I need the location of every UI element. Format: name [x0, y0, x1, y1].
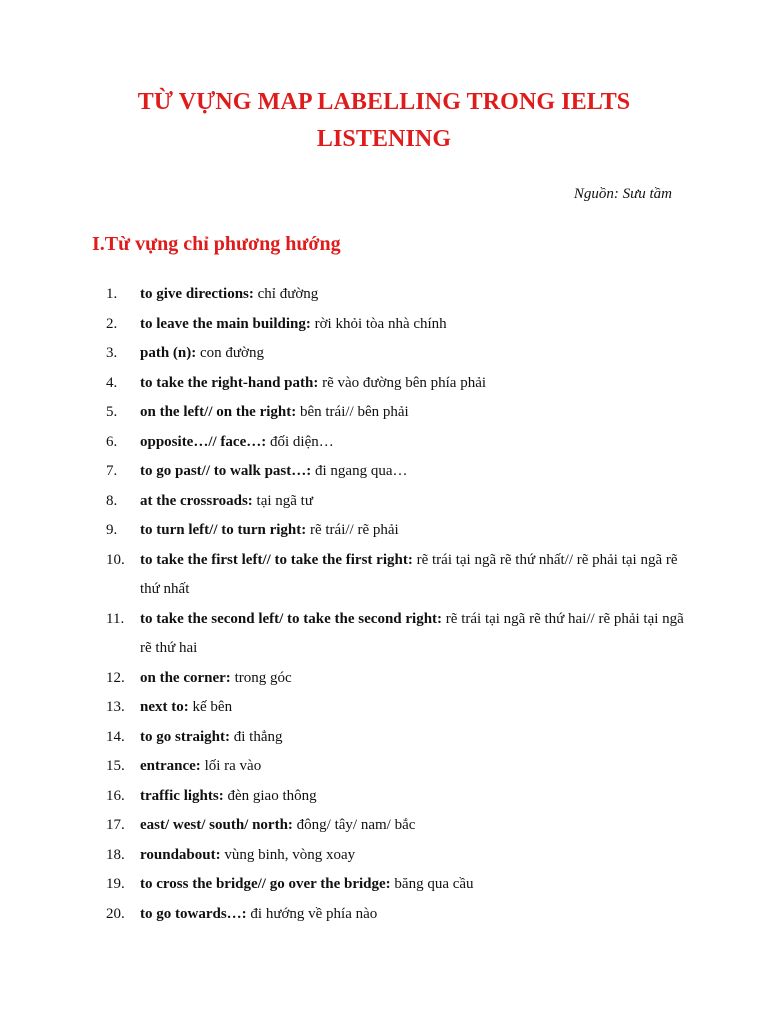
item-meaning: lối ra vào — [200, 758, 262, 774]
item-number: 3. — [106, 345, 118, 361]
item-number: 19. — [106, 876, 125, 892]
list-item — [106, 693, 686, 723]
item-term: path (n): — [140, 345, 197, 361]
item-term: east/ west/ south/ north: — [140, 817, 293, 833]
item-term: next to: — [140, 699, 189, 715]
item-number: 14. — [106, 728, 125, 745]
item-number: 5. — [106, 404, 118, 420]
item-number: 2. — [106, 315, 118, 332]
list-item — [106, 398, 686, 428]
source-credit: Nguồn: Sưu tầm — [573, 186, 672, 202]
item-number: 16. — [106, 787, 125, 804]
item-meaning: băng qua cầu — [390, 876, 474, 892]
list-item — [106, 782, 686, 812]
title-line-1: TỪ VỰNG MAP LABELLING TRONG IELTS — [137, 89, 631, 115]
item-meaning: rẽ trái tại ngã rẽ thứ hai// rẽ phải tại ngã rẽ thứ hai — [140, 610, 684, 656]
item-meaning: trong góc — [230, 669, 292, 686]
item-term: on the left// on the right: — [140, 404, 297, 420]
item-number: 4. — [106, 374, 118, 391]
item-term: entrance: — [140, 758, 201, 774]
item-term: opposite…// face…: — [140, 433, 267, 450]
item-meaning: bên trái// bên phải — [296, 404, 409, 420]
item-number: 6. — [106, 433, 118, 450]
item-number: 15. — [106, 758, 125, 774]
list-item — [106, 280, 686, 310]
list-item — [106, 605, 686, 664]
list-item — [106, 752, 686, 782]
item-meaning: đối diện… — [266, 433, 334, 450]
item-term: to go past// to walk past…: — [140, 463, 312, 479]
item-meaning: vùng binh, vòng xoay — [220, 846, 356, 863]
item-number: 7. — [106, 463, 118, 479]
list-item — [106, 339, 686, 369]
item-number: 20. — [106, 905, 125, 922]
item-term: to take the first left// to take the first right: — [140, 551, 413, 568]
item-term: traffic lights: — [140, 787, 224, 804]
item-meaning: đi ngang qua… — [311, 463, 408, 479]
item-term: to take the second left/ to take the second right: — [140, 610, 443, 627]
item-meaning: chỉ đường — [253, 286, 319, 302]
item-meaning: con đường — [196, 345, 264, 361]
list-item — [106, 811, 686, 841]
item-term: to cross the bridge// go over the bridge: — [140, 876, 391, 892]
list-item — [106, 664, 686, 694]
vocabulary-list — [106, 280, 686, 929]
title-line-2: LISTENING — [316, 126, 452, 152]
item-term: to turn left// to turn right: — [140, 522, 307, 538]
item-meaning: đông/ tây/ nam/ bắc — [292, 817, 416, 833]
item-meaning: kế bên — [188, 699, 233, 715]
item-number: 17. — [106, 817, 125, 833]
item-term: at the crossroads: — [140, 492, 253, 509]
item-number: 8. — [106, 492, 118, 509]
item-number: 9. — [106, 522, 118, 538]
item-meaning: đi thẳng — [230, 728, 283, 745]
item-term: to go straight: — [140, 728, 230, 745]
list-item — [106, 428, 686, 458]
item-term: to take the right-hand path: — [140, 374, 319, 391]
list-item — [106, 870, 686, 900]
item-term: on the corner: — [140, 669, 231, 686]
item-number: 11. — [106, 610, 125, 627]
list-item — [106, 900, 686, 930]
list-item — [106, 310, 686, 340]
item-term: to go towards…: — [140, 905, 247, 922]
list-item — [106, 457, 686, 487]
list-item — [106, 516, 686, 546]
list-item — [106, 723, 686, 753]
item-meaning: tại ngã tư — [252, 492, 313, 509]
item-meaning: rời khỏi tòa nhà chính — [310, 315, 447, 332]
item-meaning: đèn giao thông — [223, 787, 317, 804]
item-number: 10. — [106, 551, 125, 568]
item-meaning: đi hướng về phía nào — [246, 905, 378, 922]
item-number: 18. — [106, 846, 125, 863]
list-item — [106, 546, 686, 605]
item-number: 12. — [106, 669, 125, 686]
list-item — [106, 369, 686, 399]
document-title — [84, 84, 684, 158]
item-term: to leave the main building: — [140, 315, 311, 332]
item-term: roundabout: — [140, 846, 221, 863]
list-item — [106, 841, 686, 871]
section-heading: I.Từ vựng chỉ phương hướng — [92, 233, 341, 255]
item-number: 13. — [106, 699, 125, 715]
item-meaning: rẽ trái tại ngã rẽ thứ nhất// rẽ phải tại ngã rẽ thứ nhất — [140, 551, 678, 597]
item-number: 1. — [106, 286, 118, 302]
item-meaning: rẽ trái// rẽ phải — [306, 522, 399, 538]
item-term: to give directions: — [140, 286, 254, 302]
item-meaning: rẽ vào đường bên phía phải — [318, 374, 487, 391]
list-item — [106, 487, 686, 517]
